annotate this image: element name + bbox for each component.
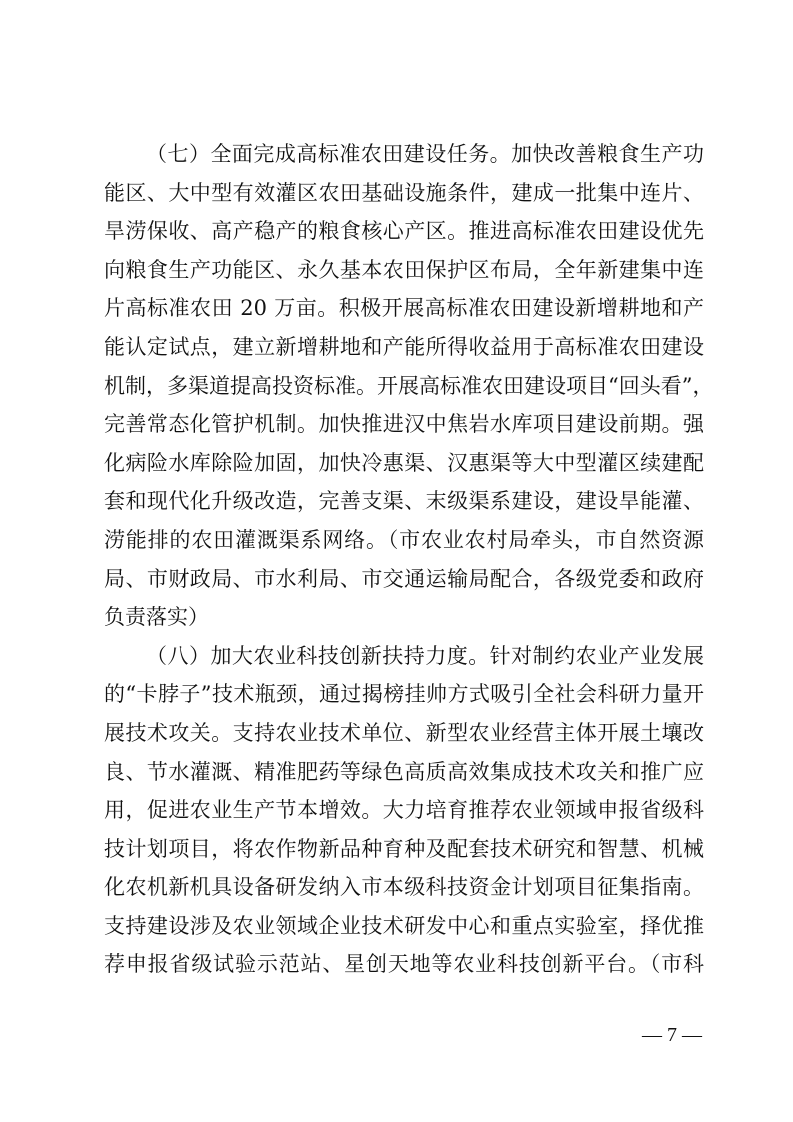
body-line: 荐申报省级试验示范站、星创天地等农业科技创新平台。（市科 [104, 952, 704, 977]
body-line: （八）加大农业科技创新扶持力度。针对制约农业产业发展 [146, 643, 704, 668]
body-line: 的“卡脖子”技术瓶颈，通过揭榜挂帅方式吸引全社会科研力量开 [104, 682, 704, 707]
body-line: 局、市财政局、市水利局、市交通运输局配合，各级党委和政府 [104, 566, 704, 591]
body-line: 机制，多渠道提高投资标准。开展高标准农田建设项目“回头看”， [104, 373, 714, 398]
body-line: 化病险水库除险加固，加快冷惠渠、汉惠渠等大中型灌区续建配 [104, 450, 704, 475]
body-line: 良、节水灌溉、精准肥药等绿色高质高效集成技术攻关和推广应 [104, 759, 704, 784]
body-line: 能区、大中型有效灌区农田基础设施条件，建成一批集中连片、 [104, 180, 704, 205]
body-line: 化农机新机具设备研发纳入市本级科技资金计划项目征集指南。 [104, 875, 704, 900]
body-line: 展技术攻关。支持农业技术单位、新型农业经营主体开展土壤改 [104, 720, 704, 745]
body-line: （七）全面完成高标准农田建设任务。加快改善粮食生产功 [146, 142, 704, 166]
body-line: 旱涝保收、高产稳产的粮食核心产区。推进高标准农田建设优先 [104, 219, 704, 244]
body-line: 用，促进农业生产节本增效。大力培育推荐农业领域申报省级科 [104, 798, 704, 823]
body-line: 片高标准农田 20 万亩。积极开展高标准农田建设新增耕地和产 [104, 296, 704, 321]
body-line: 技计划项目，将农作物新品种育种及配套技术研究和智慧、机械 [104, 836, 704, 861]
body-line: 负责落实） [104, 605, 209, 630]
body-line: 涝能排的农田灌溉渠系网络。（市农业农村局牵头，市自然资源 [104, 527, 704, 552]
body-line: 能认定试点，建立新增耕地和产能所得收益用于高标准农田建设 [104, 334, 704, 359]
body-line: 套和现代化升级改造，完善支渠、末级渠系建设，建设旱能灌、 [104, 489, 704, 514]
body-line: 完善常态化管护机制。加快推进汉中焦岩水库项目建设前期。强 [104, 412, 704, 437]
body-line: 支持建设涉及农业领域企业技术研发中心和重点实验室，择优推 [104, 913, 704, 938]
body-line: 向粮食生产功能区、永久基本农田保护区布局，全年新建集中连 [104, 257, 704, 282]
page-number: — 7 — [642, 1024, 702, 1046]
document-body [104, 135, 714, 984]
